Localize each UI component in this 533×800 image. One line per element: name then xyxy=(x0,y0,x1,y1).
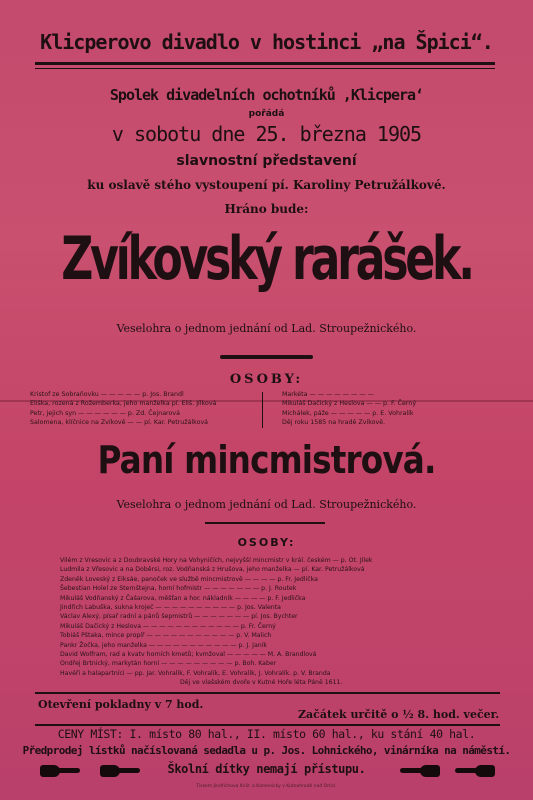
cast-row: Vilém z Vresovic a z Doubravské Hory na Vohyničích, nejvyšší mincmistr v král. českém — p. Ot. Jílek xyxy=(60,557,373,564)
society-name: Spolek divadelních ochotníků ‚Klicpera‘ xyxy=(109,86,424,104)
cast-row: Václav Alexý, písař radní a pánů šepmistrů — — — — — — — pí. Jos. Bychter xyxy=(60,613,298,621)
play2-cast-heading: OSOBY: xyxy=(237,536,296,549)
organizes-text: pořádá xyxy=(248,109,285,119)
presale-info: Předprodej lístků načíslovaná sedadla u p. Jos. Lohnického, vinárníka na náměstí. xyxy=(22,744,511,757)
cast-row: Havéři a halapartníci — pp. Jar. Vohralík, F. Vohralík, E. Vohralík, J. Vohralík. p. V. Branda xyxy=(60,669,331,677)
divider-ornament xyxy=(220,355,313,359)
divider xyxy=(35,62,495,65)
event-type: slavnostní představení xyxy=(176,153,357,169)
cast-row: Markéta — — — — — — — — xyxy=(282,391,374,398)
cast-row: Salomena, klíčnice na Zvíkově — — pí. Kar. Petružálková xyxy=(30,419,209,427)
divider xyxy=(205,522,325,524)
ticket-prices: CENY MÍST: I. místo 80 hal., II. místo 60 hal., ku stání 40 hal. xyxy=(57,727,476,741)
cast-row: Kristof ze Sobraňovku — — — — — p. Jos. Brandl xyxy=(30,391,184,398)
play1-cast-left xyxy=(30,390,216,428)
play1-cast-right xyxy=(282,390,416,428)
occasion-text: ku oslavě stého vystoupení pí. Karoliny Petružálkové. xyxy=(87,178,446,192)
divider xyxy=(35,692,500,694)
play2-subtitle: Veselohra o jednom jednání od Lad. Stroupežnického. xyxy=(116,498,417,511)
cast-row: Petr, jejich syn — — — — — — p. Zd. Čejnarová xyxy=(30,409,180,417)
printer-imprint: Tiskem Jindřichova Kníž. a Kamenicky v Kutnohradě nad Orlicí. xyxy=(196,784,337,789)
program-heading: Hráno bude: xyxy=(224,202,309,216)
pointing-hand-icon xyxy=(400,763,440,779)
cast-row: Jindřich Labuška, sukna kroječ — — — — — — — — — — p. Jos. Valenta xyxy=(60,603,281,611)
divider xyxy=(35,68,495,69)
divider xyxy=(35,724,500,726)
play2-cast-list xyxy=(60,556,373,687)
cast-row: Zdeněk Loveský z Eiksáe, panoček ve službě mincmistrově — — — — p. Fr. Jedlička xyxy=(60,575,318,583)
cast-row: Mikuláš Dačický z Heslova — — p. F. Černý xyxy=(282,400,417,408)
cast-row: Ludmila z Vřesovic a na Doběrsi, roz. Vodňanská z Hrušova, jeho manželka — pí. Kar. Petružálková xyxy=(60,566,365,574)
column-divider xyxy=(262,392,263,428)
play1-title: Zvíkovský rarášek. xyxy=(61,224,472,294)
pointing-hand-icon xyxy=(455,763,495,779)
pointing-hand-icon xyxy=(100,763,140,779)
cast-row: David Wolfram, rad a kvatv horních kmetů; kvmžoval — — — — — M. A. Brandlová xyxy=(60,650,317,658)
cast-row: Eliška, rozená z Rožemberka, jeho manželka pí. Eliš. Jílková xyxy=(30,400,217,408)
performance-date: v sobotu dne 25. března 1905 xyxy=(111,122,422,146)
cast-row: Ondřej Brtnický, markytán horní — — — — — — — — — p. Boh. Kaber xyxy=(60,660,277,668)
cast-row: Mikuláš Dačický z Heslova — — — — — — — — — — — — p. Fr. Černý xyxy=(60,622,276,630)
cast-row: Děj roku 1585 na hradě Zvíkově. xyxy=(282,419,386,427)
children-notice: Školní dítky nemají přístupu. xyxy=(167,762,366,776)
play1-subtitle: Veselohra o jednom jednání od Lad. Stroupežnického. xyxy=(116,322,417,335)
cast-row: Mikuláš Vodňanský z Čašarova, měšťan a hor. nákladník — — — — p. F. Jedlička xyxy=(60,594,306,602)
cast-row: Tobiáš Pštaka, mince propíř — — — — — — — — — — — p. V. Malich xyxy=(60,632,272,640)
play2-title: Paní mincmistrová. xyxy=(97,438,436,482)
box-office-opening: Otevření pokladny v 7 hod. xyxy=(38,698,204,711)
cast-row: Šebestian Holel ze Sternštejna, horní hofmistr — — — — — — — p. J. Routek xyxy=(60,585,297,593)
pointing-hand-icon xyxy=(40,763,80,779)
theatre-title: Klicperovo divadlo v hostinci „na Špici“. xyxy=(40,30,493,54)
cast-row: Michálek, páže — — — — — p. E. Vohralík xyxy=(282,409,414,417)
cast-row: Pankr Žočka, jeho manželka — — — — — — — — — — — p. J. Janík xyxy=(60,641,267,649)
play1-cast-heading: OSOBY: xyxy=(229,372,304,387)
start-time: Začátek určitě o ½ 8. hod. večer. xyxy=(298,708,500,721)
cast-row: Děj ve vlašském dvoře v Kutné Hoře léta Páně 1611. xyxy=(180,679,343,687)
